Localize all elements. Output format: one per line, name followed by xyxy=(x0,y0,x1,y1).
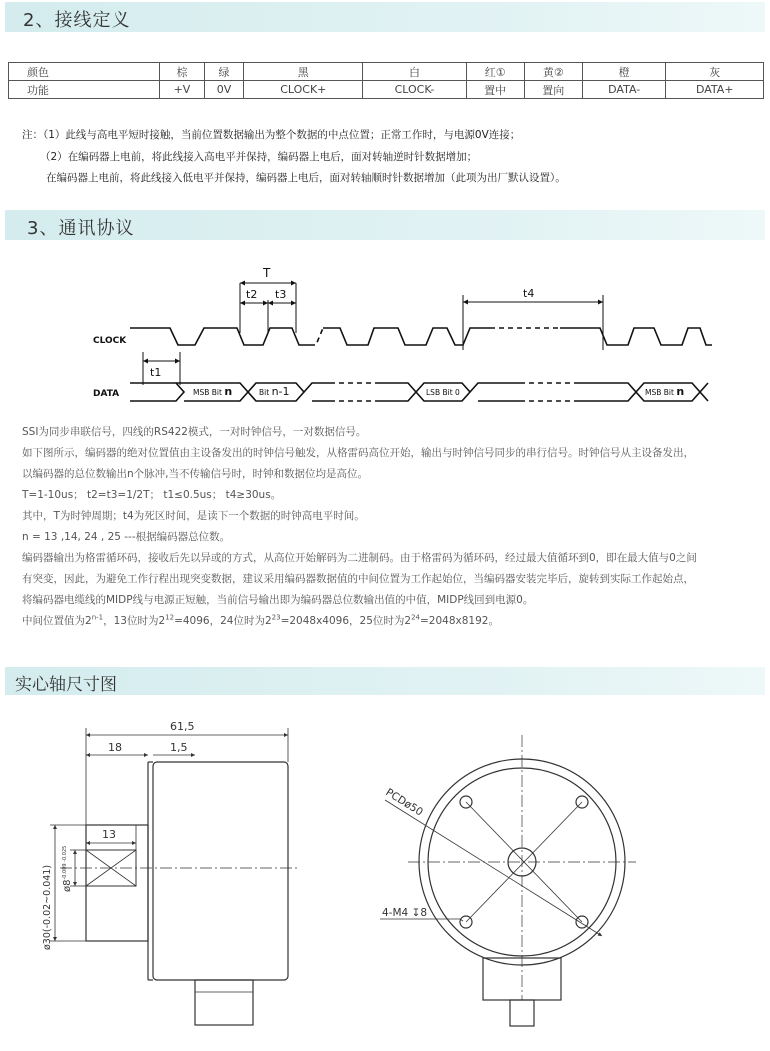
text-span: =4096，24位时为2 xyxy=(174,615,272,627)
lsb-bit-label: LSB Bit 0 xyxy=(426,388,460,397)
table-cell: CLOCK+ xyxy=(244,81,363,99)
protocol-paragraph-midpoint xyxy=(22,613,499,628)
protocol-paragraph: 编码器输出为格雷循环码，接收后先以异或的方式，从高位开始解码为二进制码。由于格雷码为循环码，经过最大值循环到0，即在最大值与0之间 xyxy=(22,552,697,564)
t1-delay-marker xyxy=(143,352,180,385)
table-cell: 绿 xyxy=(204,63,243,81)
table-cell: CLOCK- xyxy=(363,81,466,99)
table-cell: 红① xyxy=(466,63,524,81)
dim-total-length: 61,5 xyxy=(170,720,195,733)
bit-n-1-label: Bit n-1 xyxy=(259,385,290,398)
section-header-protocol xyxy=(5,210,765,240)
superscript: 12 xyxy=(165,613,175,622)
table-cell: 棕 xyxy=(160,63,205,81)
note-line-3: 在编码器上电前，将此线接入低电平并保持，编码器上电后，面对转轴顺时针数据增加（此项为出厂默认设置）。 xyxy=(46,172,566,184)
protocol-paragraph: 有突变，因此，为避免工作行程出现突变数据，建议采用编码器数据值的中间位置为工作起始位，当编码器安装完毕后，旋转到实际工作起始点， xyxy=(22,573,694,585)
t2-label: t2 xyxy=(246,288,258,301)
msb-bit-label-1: MSB Bit n xyxy=(193,385,233,398)
dim-shaft-diameter: $ø8^{-0.009 -0.025}$ xyxy=(62,845,73,892)
table-row-function xyxy=(9,81,764,99)
text-span: 中间位置值为2 xyxy=(22,615,92,627)
section-header-wiring xyxy=(5,2,765,32)
table-cell: 黑 xyxy=(244,63,363,81)
note-line-2: （2）在编码器上电前，将此线接入高电平并保持，编码器上电后，面对转轴逆时针数据增加； xyxy=(40,151,478,163)
table-cell: 0V xyxy=(204,81,243,99)
ssi-timing-diagram xyxy=(0,255,770,415)
dim-flange-gap: 1,5 xyxy=(170,741,188,754)
table-cell: 灰 xyxy=(666,63,764,81)
mounting-holes-label: 4-M4 ↧8 xyxy=(382,907,428,919)
t4-deadtime-marker xyxy=(463,295,603,350)
text-span: =2048x8192。 xyxy=(419,615,499,627)
pcd-label: PCDø50 xyxy=(383,786,426,819)
section-header-dimensions xyxy=(5,667,765,695)
protocol-paragraph: n = 13 ,14, 24 , 25 ---根据编码器总位数。 xyxy=(22,531,231,543)
superscript: 24 xyxy=(411,613,420,622)
protocol-paragraph: T=1-10us； t2=t3=1/2T； t1≤0.5us； t4≥30us。 xyxy=(22,489,282,501)
protocol-paragraph: 其中，T为时钟周期；t4为死区时间，是读下一个数据的时钟高电平时间。 xyxy=(22,510,365,522)
note-line-1: 注：（1）此线与高电平短时接触，当前位置数据输出为整个数据的中点位置；正常工作时，与电源0V连接； xyxy=(22,129,521,141)
side-view xyxy=(50,728,300,1025)
superscript: n-1 xyxy=(91,613,104,622)
msb-bit-label-2: MSB Bit n xyxy=(645,385,685,398)
table-cell: 橙 xyxy=(582,63,666,81)
table-cell: 置中 xyxy=(466,81,524,99)
table-cell: 功能 xyxy=(9,81,160,99)
depth-icon: ↧ xyxy=(411,907,421,919)
dim-body-diameter: ø30(-0.02~0.041) xyxy=(42,864,53,950)
table-cell: 白 xyxy=(363,63,466,81)
t1-label: t1 xyxy=(150,366,162,379)
t-label: T xyxy=(263,266,271,280)
t4-label: t4 xyxy=(523,287,535,300)
dim-shaft-length: 13 xyxy=(102,828,116,841)
solid-shaft-dimension-drawing xyxy=(0,700,770,1051)
table-cell: 置向 xyxy=(524,81,582,99)
protocol-paragraph: 将编码器电缆线的MIDP线与电源正短触，当前信号输出即为编码器总位数输出值的中值，MIDP线回到电源0。 xyxy=(22,594,534,606)
text-span: ，13位时为2 xyxy=(103,615,166,627)
clock-label: CLOCK xyxy=(93,336,127,346)
dim-hub-length: 18 xyxy=(108,741,122,754)
front-view xyxy=(380,735,636,1026)
data-label: DATA xyxy=(93,389,120,399)
table-cell: 颜色 xyxy=(9,63,160,81)
t3-label: t3 xyxy=(275,288,287,301)
clock-waveform xyxy=(130,328,712,345)
protocol-paragraph: SSI为同步串联信号，四线的RS422模式，一对时钟信号，一对数据信号。 xyxy=(22,426,367,438)
section-title-wiring: 2、接线定义 xyxy=(23,10,131,31)
table-cell: DATA+ xyxy=(666,81,764,99)
superscript: 23 xyxy=(271,613,281,622)
section-title-dimensions: 实心轴尺寸图 xyxy=(15,675,117,695)
protocol-paragraph: 如下图所示，编码器的绝对位置值由主设备发出的时钟信号触发，从格雷码高位开始，输出与时钟信号同步的串行信号。时钟信号从主设备发出， xyxy=(22,447,694,459)
table-row-color xyxy=(9,63,764,81)
wiring-table xyxy=(8,62,764,99)
text-span: =2048x4096，25位时为2 xyxy=(280,615,412,627)
table-cell: +V xyxy=(160,81,205,99)
table-cell: 黄② xyxy=(524,63,582,81)
table-cell: DATA- xyxy=(582,81,666,99)
section-title-protocol: 3、通讯协议 xyxy=(27,218,135,239)
protocol-paragraph: 以编码器的总位数输出n个脉冲,当不传输信号时，时钟和数据位均是高位。 xyxy=(22,468,368,480)
